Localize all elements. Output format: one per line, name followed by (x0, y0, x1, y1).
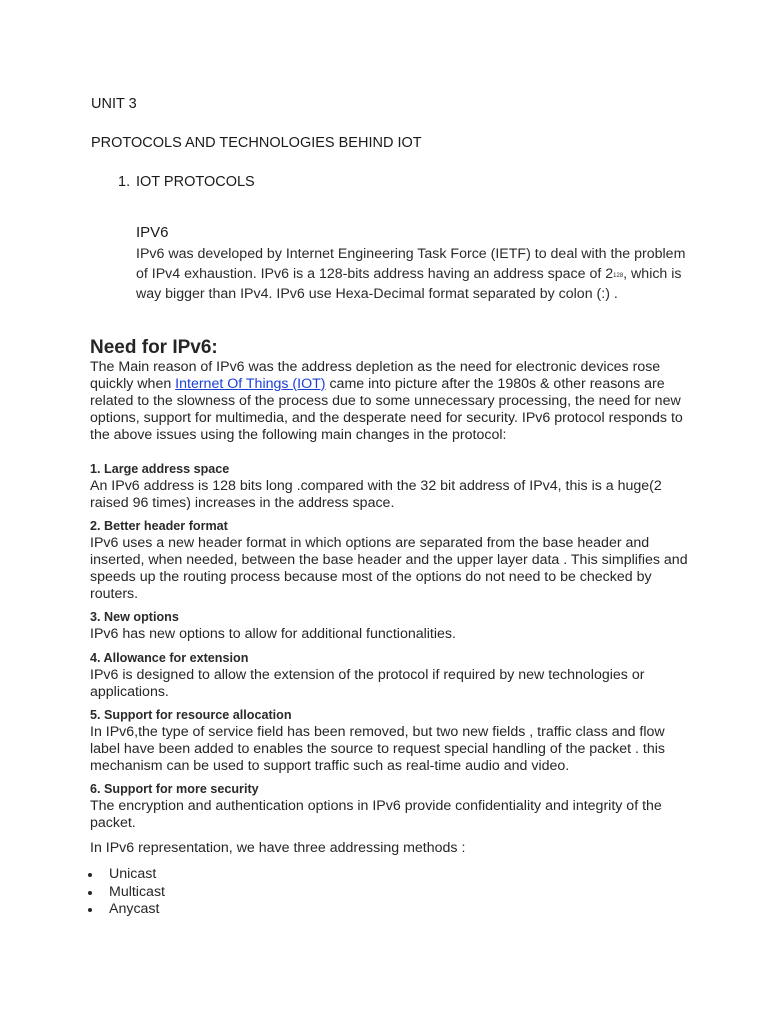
chapter-title: PROTOCOLS AND TECHNOLOGIES BEHIND IOT (91, 135, 422, 151)
list-item (88, 866, 165, 884)
section-text: The encryption and authentication options in IPv6 provide confidentiality and integrity of the packet. (90, 798, 662, 831)
section-heading: 2. Better header format (90, 519, 228, 533)
ipv6-heading: IPV6 (136, 224, 169, 241)
addressing-methods-list (88, 866, 165, 919)
ipv6-intro-paragraph (136, 245, 696, 304)
section-heading: 1. Large address space (90, 462, 230, 476)
list-item (88, 901, 165, 919)
section-heading: 5. Support for resource allocation (90, 708, 292, 722)
section-heading: 4. Allowance for extension (90, 651, 249, 665)
list-item (88, 884, 165, 902)
list-number: 1. (118, 174, 131, 190)
section-heading: 6. Support for more security (90, 782, 259, 796)
unit-heading: UNIT 3 (91, 96, 137, 112)
list-item-label: Anycast (109, 901, 160, 917)
section-text: IPv6 has new options to allow for additional functionalities. (90, 626, 456, 642)
list-item-label: Multicast (109, 883, 165, 900)
need-for-ipv6-heading: Need for IPv6: (90, 337, 218, 358)
addressing-methods-intro: In IPv6 representation, we have three addressing methods : (90, 840, 466, 856)
bullet-icon (88, 908, 92, 912)
section-text: IPv6 is designed to allow the extension of the protocol if required by new technologies or applications. (90, 667, 645, 700)
need-text-2: came into picture after the 1980s & other reasons are related to the slowness of the process due to some unnecessary processing, the need for new options, support for multimedia, and the desperate need for security. IPv6 protocol responds to the above issues using the following main changes in the protocol: (90, 376, 683, 443)
section-text: IPv6 uses a new header format in which options are separated from the base header and inserted, when needed, between the base header and the upper layer data . This simplifies and speeds up the routing process because most of the options do not need to be checked by routers. (90, 535, 688, 602)
section-text: In IPv6,the type of service field has been removed, but two new fields , traffic class and flow label have been added to enables the source to request special handling of the packet . this mechanism can be used to support traffic such as real-time audio and video. (90, 724, 665, 774)
need-text-1: The Main reason of IPv6 was the address depletion as the need for electronic devices rose quickly when (90, 359, 661, 392)
list-item-iot-protocols: IOT PROTOCOLS (136, 174, 255, 190)
list-item-label: Unicast (109, 866, 157, 882)
intro-text-1: IPv6 was developed by Internet Engineering Task Force (IETF) to deal with the problem of IPv4 exhaustion. IPv6 is a 128-bits address having an address space of 2 (136, 246, 686, 282)
need-paragraph (90, 359, 690, 444)
intro-text-2: , which is way bigger than IPv4. IPv6 use Hexa-Decimal format separated by colon (:) . (136, 265, 682, 302)
bullet-icon (88, 873, 92, 877)
iot-link[interactable]: Internet Of Things (IOT) (175, 376, 326, 392)
section-heading: 3. New options (90, 610, 179, 624)
intro-superscript: 128 (613, 272, 624, 279)
bullet-icon (88, 891, 92, 895)
section-text: An IPv6 address is 128 bits long .compared with the 32 bit address of IPv4, this is a huge(2 raised 96 times) increases in the address space. (90, 478, 662, 511)
